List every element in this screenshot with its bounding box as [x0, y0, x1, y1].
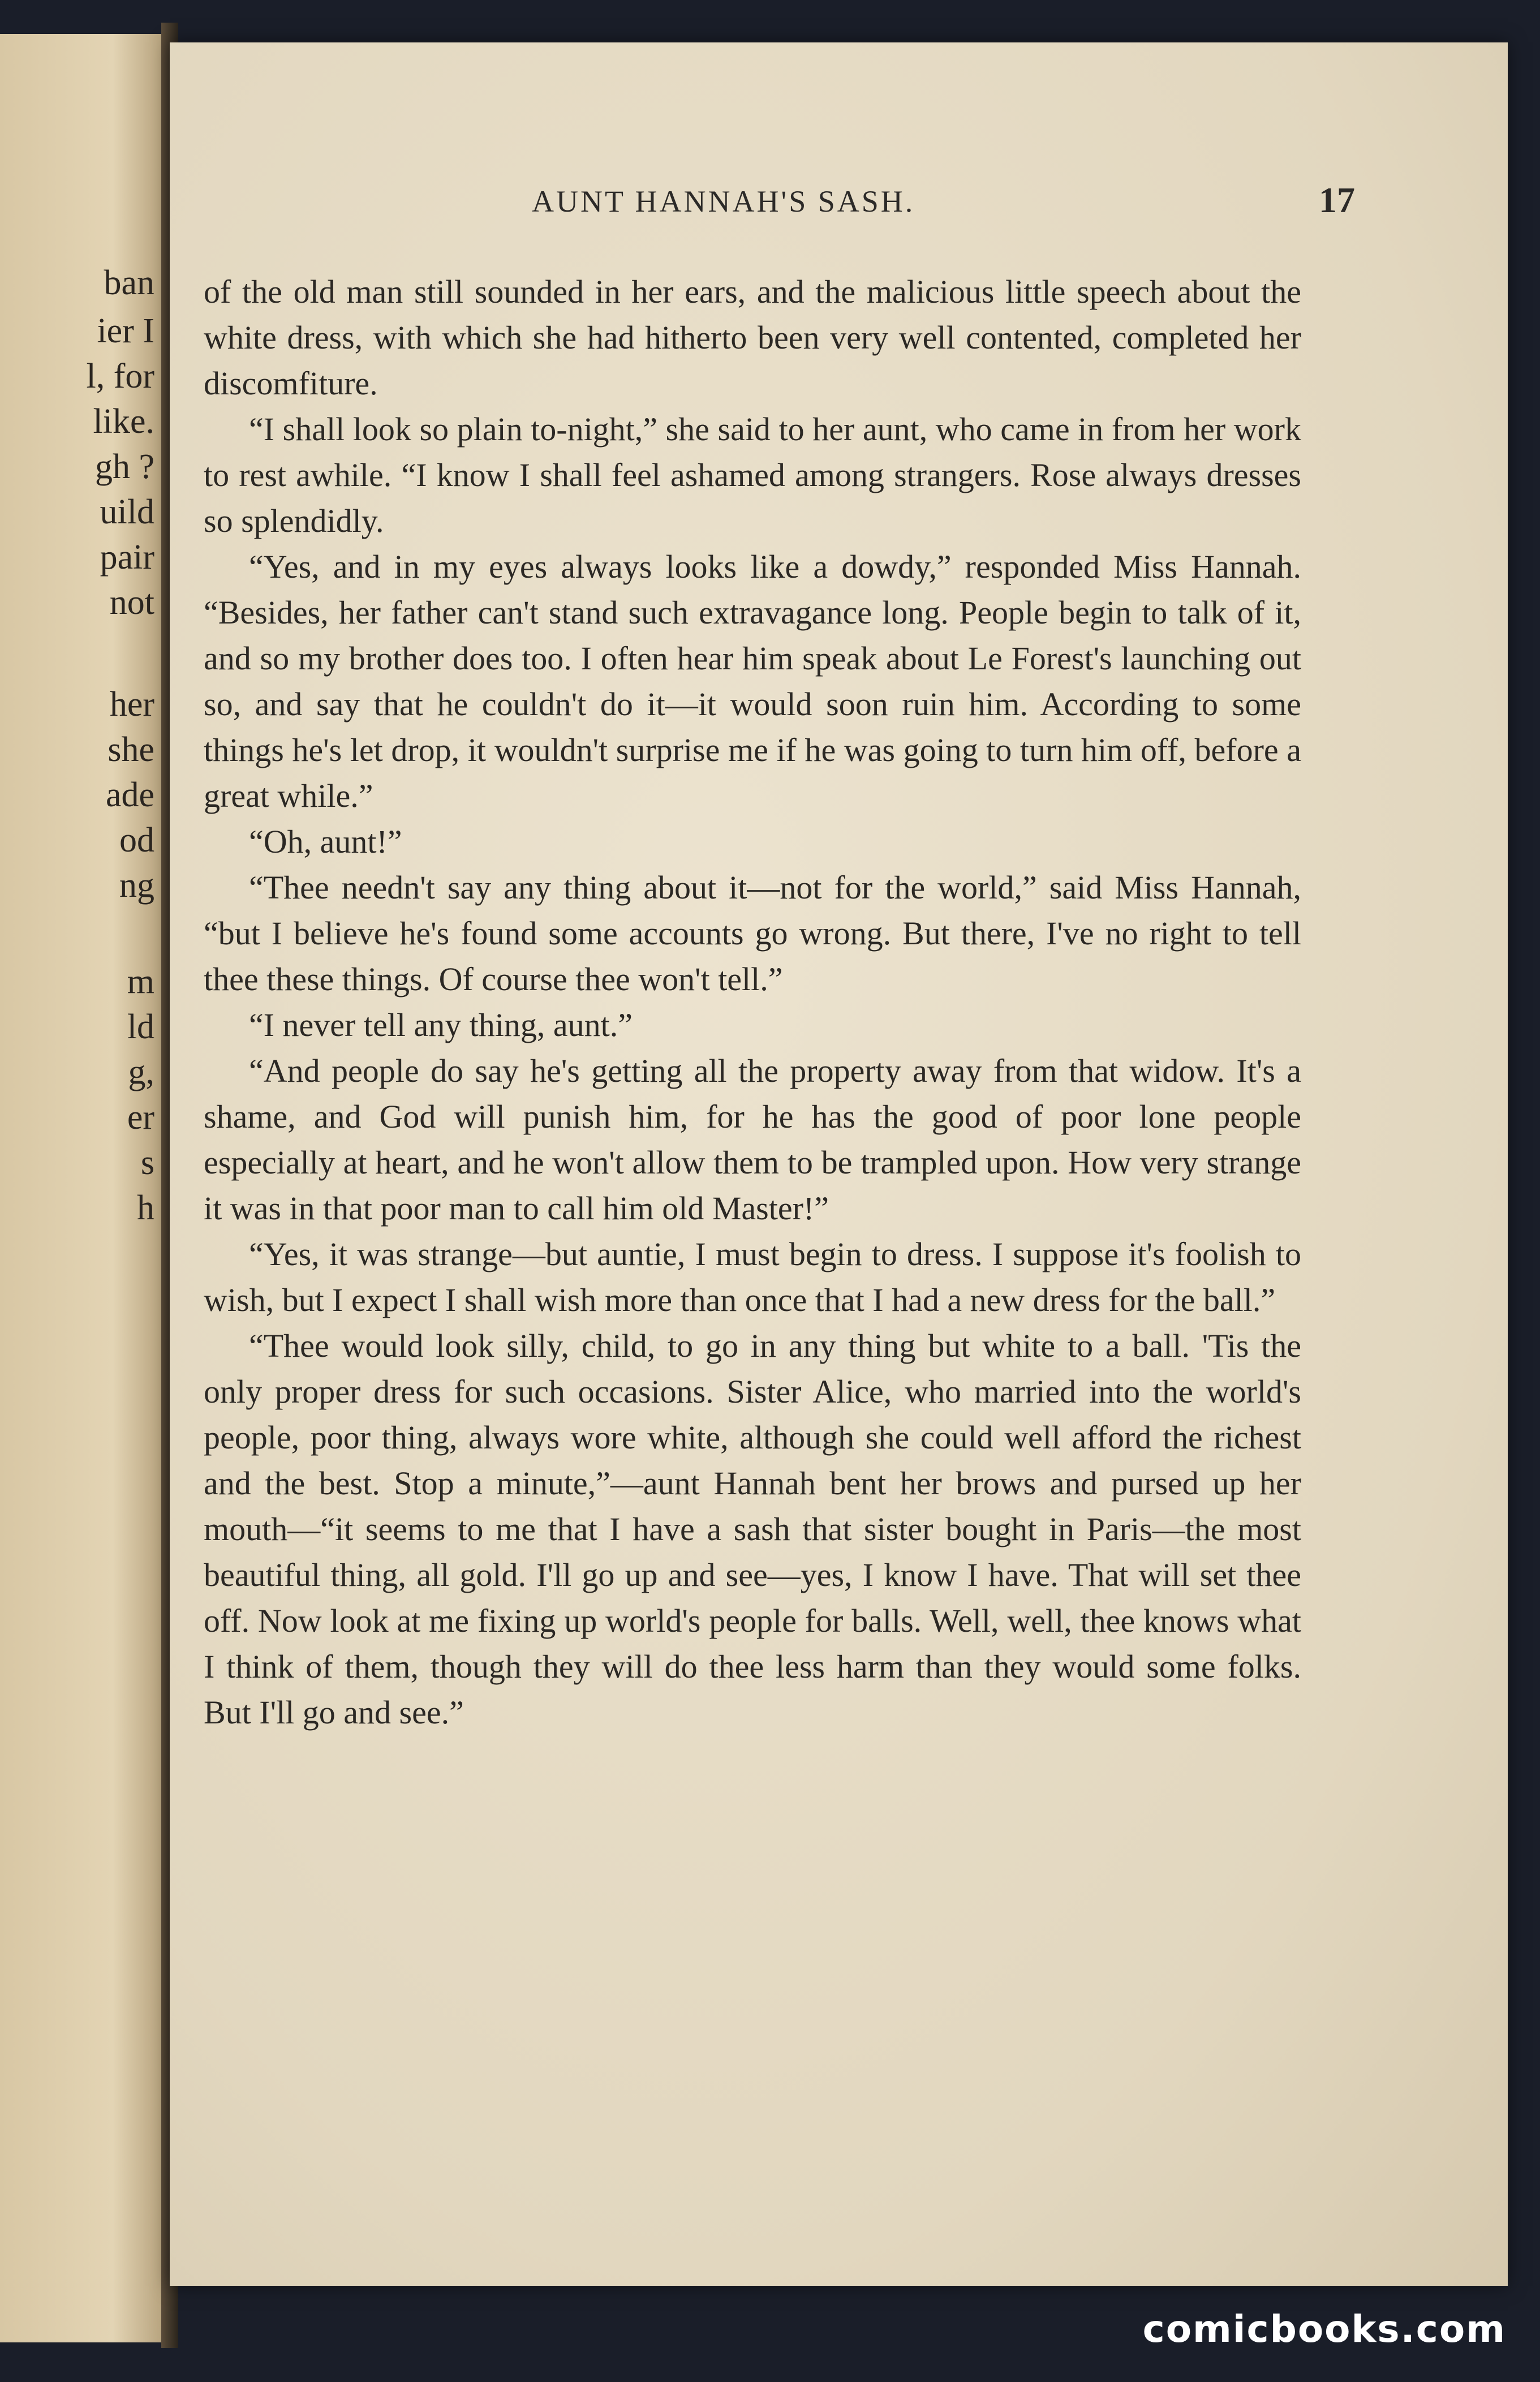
paragraph: “I never tell any thing, aunt.”	[249, 1007, 633, 1043]
left-page-fragment: ade	[105, 776, 154, 814]
left-page-fragment: g,	[128, 1053, 154, 1091]
paragraph: “Oh, aunt!”	[249, 823, 402, 860]
left-page-fragment: ld	[127, 1008, 154, 1046]
paragraph: “Yes, it was strange—but auntie, I must begin to dress. I suppose it's foolish to wish, but I expect I shall wish more than once that I had a new dress for the ball.”	[204, 1236, 1301, 1318]
left-page-fragment: l, for	[86, 357, 154, 395]
left-page-fragment: ier I	[97, 312, 154, 350]
running-head	[170, 180, 1508, 235]
left-facing-page	[0, 34, 165, 2342]
paragraph: “And people do say he's getting all the property away from that widow. It's a shame, and God will punish him, for he has the good of poor lone people especially at heart, and he won't allow them to be trampled upon. How very strange it was in that poor man to call him old Master!”	[204, 1052, 1301, 1227]
paragraph: “I shall look so plain to-night,” she said to her aunt, who came in from her work to rest awhile. “I know I shall feel ashamed among strangers. Rose always dresses so splendidly.	[204, 411, 1301, 539]
left-page-fragment: she	[107, 730, 154, 769]
left-page-fragment: od	[119, 821, 154, 859]
left-page-fragment: her	[109, 685, 154, 724]
paragraph: of the old man still sounded in her ears, and the malicious little speech about the white dress, with which she had hitherto been very well contented, completed her discomfiture.	[204, 273, 1301, 402]
running-head-title: AUNT HANNAH'S SASH.	[532, 184, 915, 218]
left-page-fragment: s	[140, 1143, 154, 1182]
paragraph: “Thee would look silly, child, to go in any thing but white to a ball. 'Tis the only proper dress for such occasions. Sister Alice, who married into the world's people, poor thing, always wore white, although she could well afford the richest and the best. Stop a minute,”—aunt Hannah bent her brows and pursed up her mouth—“it seems to me that I have a sash that sister bought in Paris—the most beautiful thing, all gold. I'll go up and see—yes, I know I have. That will set thee off. Now look at me fixing up world's people for balls. Well, well, thee knows what I think of them, though they will do thee less harm than they would some folks. But I'll go and see.”	[204, 1327, 1301, 1731]
left-page-fragment: uild	[100, 493, 154, 531]
left-page-fragment: gh ?	[94, 448, 154, 486]
left-page-fragment: like.	[93, 402, 154, 441]
left-page-fragment: m	[127, 962, 154, 1001]
watermark-text: comicbooks.com	[1142, 2307, 1506, 2351]
left-page-fragment: ban	[104, 264, 154, 302]
left-page-fragment: ng	[119, 866, 154, 905]
paragraph: “Thee needn't say any thing about it—not for the world,” said Miss Hannah, “but I believe he's found some accounts go wrong. But there, I've no right to tell thee these things. Of course thee won't tell.”	[204, 869, 1301, 997]
left-page-fragment: not	[109, 583, 154, 622]
left-page-fragment: pair	[100, 538, 154, 577]
body-text	[204, 269, 1301, 1735]
left-page-fragment: h	[137, 1189, 154, 1227]
paragraph: “Yes, and in my eyes always looks like a dowdy,” responded Miss Hannah. “Besides, her father can't stand such extravagance long. People begin to talk of it, and so my brother does too. I often hear him speak about Le Forest's launching out so, and say that he couldn't do it—it would soon ruin him. According to some things he's let drop, it wouldn't surprise me if he was going to turn him off, before a great while.”	[204, 548, 1301, 814]
book-page	[170, 42, 1508, 2286]
left-page-fragment: er	[127, 1098, 154, 1137]
page-number: 17	[1319, 180, 1355, 220]
